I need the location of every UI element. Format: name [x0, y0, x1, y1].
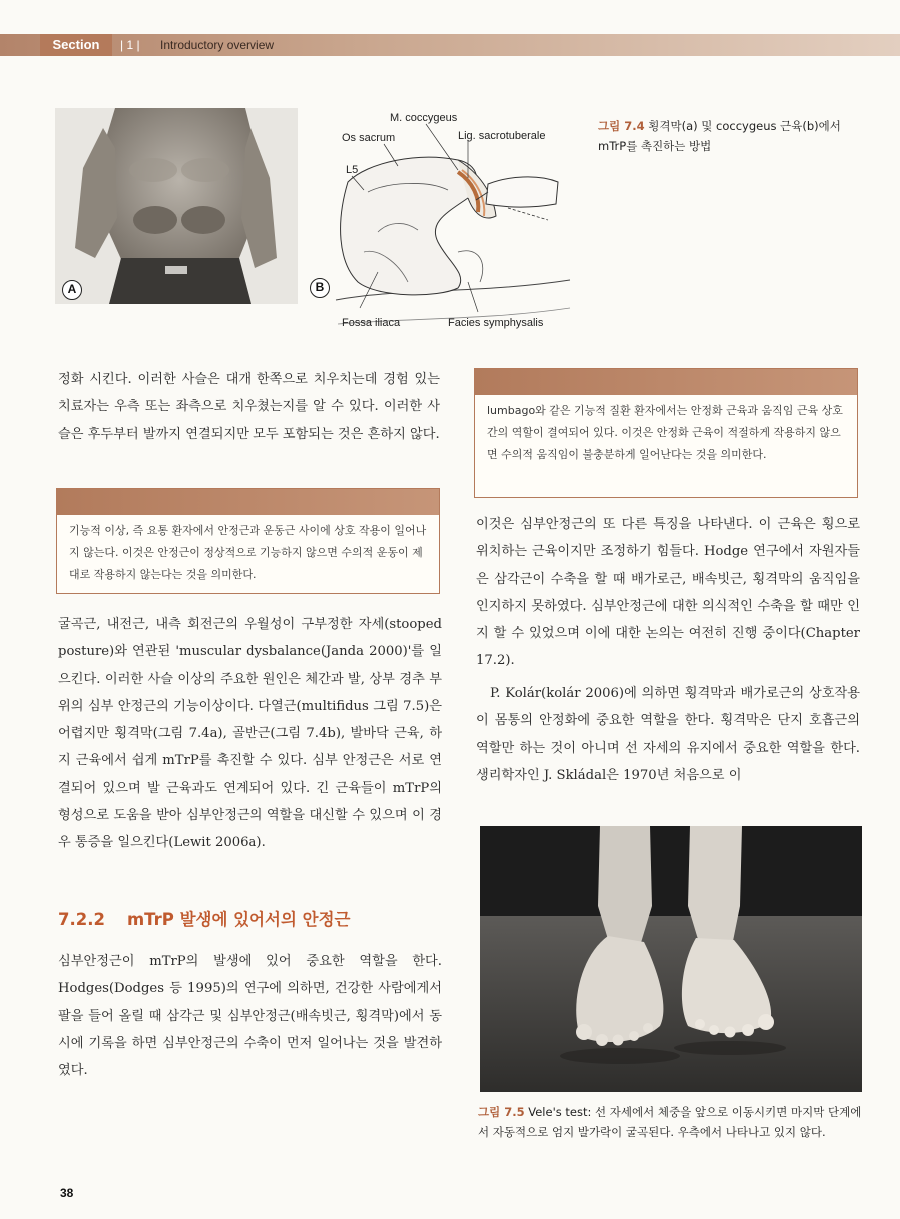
- figure-7-5-caption-text: Vele's test: 선 자세에서 체중을 앞으로 이동시키면 마지막 단계에서 자동적으로 엄지 발가락이 굴곡된다. 우측에서 나타나고 있지 않다.: [478, 1105, 862, 1139]
- figure-7-4b-diagram: [308, 112, 573, 334]
- left-info-box: [56, 488, 440, 594]
- label-m-coccygeus: M. coccygeus: [390, 112, 458, 124]
- right-info-box-bar: [475, 369, 857, 395]
- figure-7-4-number: 그림 7.4: [598, 119, 645, 133]
- figure-label-b: B: [310, 278, 330, 298]
- right-info-box-text: lumbago와 같은 기능적 질환 환자에서는 안정화 근육과 움직임 근육 상호간의 역할이 결여되어 있다. 이것은 안정화 근육이 적절하게 작용하지 않으면 수의적 움직임이 불충분하게 일어난다는 것을 의미한다.: [487, 404, 843, 461]
- label-facies-symphysalis: Facies symphysalis: [448, 317, 544, 329]
- chapter-title: Introductory overview: [160, 38, 275, 52]
- figure-7-5-number: 그림 7.5: [478, 1105, 525, 1119]
- figure-7-4-caption-text: 횡격막(a) 및 coccygeus 근육(b)에서 mTrP를 촉진하는 방법: [598, 119, 841, 153]
- right-paragraph-1: 이것은 심부안정근의 또 다른 특징을 나타낸다. 이 근육은 횡으로 위치하는 근육이지만 조정하기 힘들다. Hodge 연구에서 자원자들은 삼각근이 수축을 할 때 배가로근, 배속빗근, 횡격막의 움직임을 인지하지 못하였다. 심부안정근에 대한 의식적인 수축을 할 때만 인지 할 수 있었으며 이에 대한 논의는 여전히 진행 중이다(Chapter 17.2).: [476, 517, 860, 669]
- figure-7-5-caption: [478, 1102, 862, 1142]
- label-l5: L5: [346, 164, 359, 176]
- label-os-sacrum: Os sacrum: [342, 132, 396, 144]
- section-number: | 1 |: [120, 38, 140, 52]
- figure-7-5-photo: [480, 826, 862, 1092]
- label-lig-sacrotuberale: Lig. sacrotuberale: [458, 130, 546, 142]
- section-label: Section: [40, 34, 112, 56]
- left-paragraph-1: 정화 시킨다. 이러한 사슬은 대개 한쪽으로 치우치는데 경험 있는 치료자는 우측 또는 좌측으로 치우쳤는지를 알 수 있다. 이러한 사슬은 후두부터 발까지 연결되지만 모두 포함되는 것은 흔하지 않다.: [58, 372, 440, 442]
- label-fossa-iliaca: Fossa iliaca: [342, 317, 401, 329]
- subheading-title: mTrP 발생에 있어서의 안정근: [126, 910, 351, 929]
- left-paragraph-3: 심부안정근이 mTrP의 발생에 있어 중요한 역할을 한다. Hodges(Dodges 등 1995)의 연구에 의하면, 건강한 사람에게서 팔을 들어 올릴 때 삼각근 및 심부안정근(배속빗근, 횡격막)에서 동시에 기록을 하면 심부안정근의 수축이 먼저 일어나는 것을 발견하였다.: [58, 954, 442, 1079]
- figure-7-4-caption: [598, 116, 868, 156]
- left-info-box-bar: [57, 489, 439, 515]
- right-info-box: [474, 368, 858, 498]
- left-paragraph-2: 굴곡근, 내전근, 내측 회전근의 우월성이 구부정한 자세(stooped posture)와 연관된 'muscular dysbalance(Janda 2000)'를 일으킨다. 이러한 사슬 이상의 주요한 원인은 체간과 발, 상부 경추 부위의 심부 안정근의 기능이상이다. 다열근(multifidus 그림 7.5)은 어렵지만 횡격막(그림 7.4a), 골반근(그림 7.4b), 발바닥 근육, 하지 근육에서 쉽게 mTrP를 촉진할 수 있다. 심부 안정근은 서로 연결되어 있으며 발 근육과도 연계되어 있다. 긴 근육들이 mTrP의 형성으로 도움을 받아 심부안정근의 역할을 대신할 수 있으며 이 경우 통증을 일으킨다(Lewit 2006a).: [58, 617, 442, 851]
- figure-label-a: A: [62, 280, 82, 300]
- left-info-box-text: 기능적 이상, 즉 요통 환자에서 안정근과 운동근 사이에 상호 작용이 일어나지 않는다. 이것은 안정근이 정상적으로 기능하지 않으면 수의적 운동이 제대로 작용하지 않는다는 것을 의미한다.: [69, 524, 427, 581]
- right-paragraph-2: P. Kolár(kolár 2006)에 의하면 횡격막과 배가로근의 상호작용이 몸통의 안정화에 중요한 역할을 한다. 횡격막은 단지 호흡근의 역할만 하는 것이 아니며 선 자세의 유지에서 중요한 역할을 한다. 생리학자인 J. Skládal은 1970년 처음으로 이: [476, 686, 860, 783]
- figure-7-4a-photo: [55, 108, 298, 304]
- subheading-number: 7.2.2: [58, 910, 105, 929]
- section-heading-7-2-2: [58, 906, 350, 930]
- page-number: 38: [60, 1186, 74, 1200]
